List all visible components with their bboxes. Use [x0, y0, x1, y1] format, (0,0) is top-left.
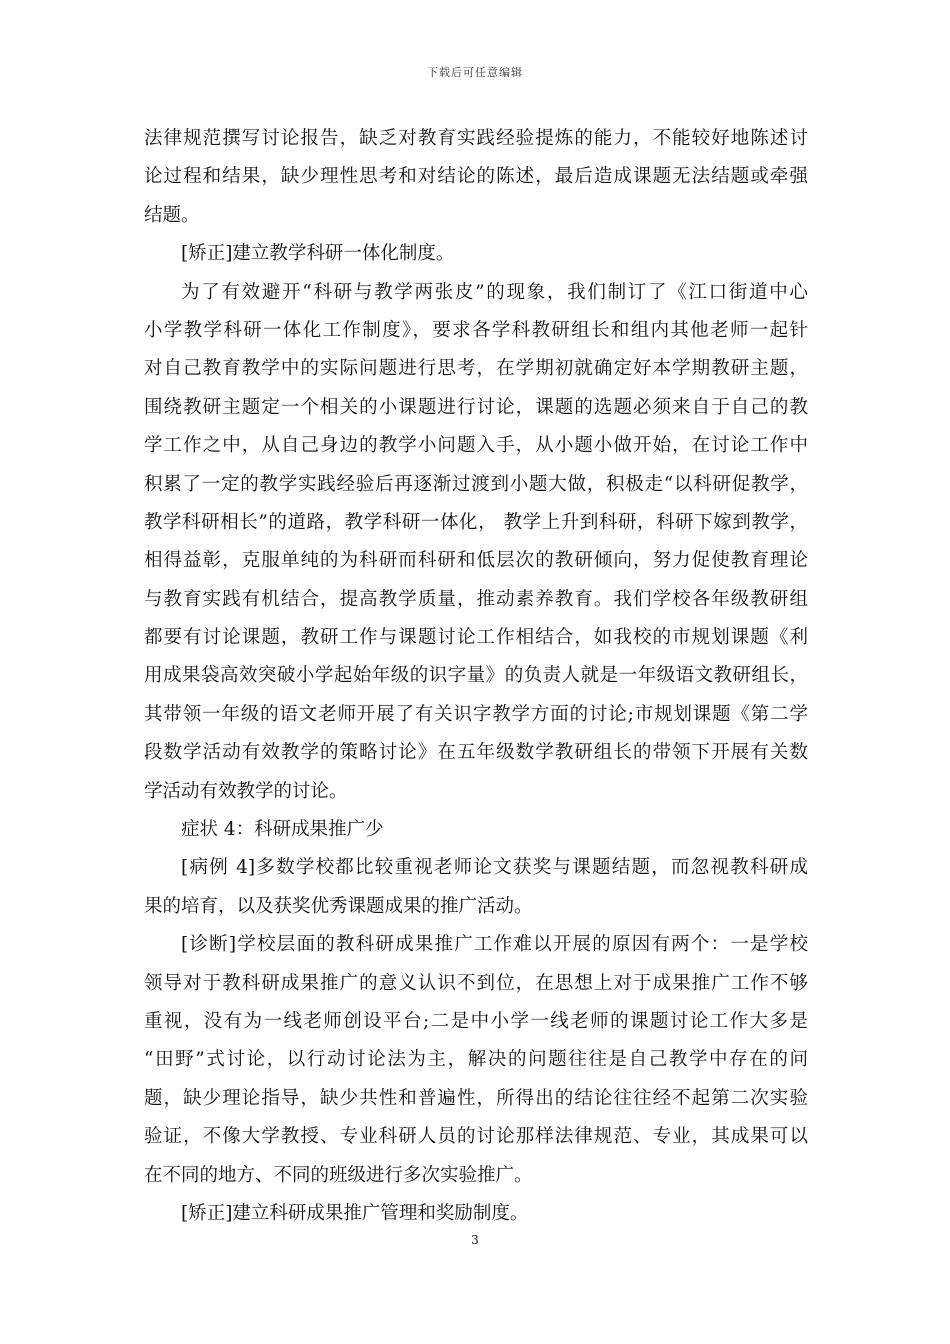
text-line: 与教育实践有机结合，提高教学质量，推动素养教育。我们学校各年级教研组: [144, 588, 808, 610]
text-line: 其带领一年级的语文老师开展了有关识字教学方面的讨论;市规划课题《第二学: [144, 703, 808, 725]
text-line: 积累了一定的教学实践经验后再逐渐过渡到小题大做，积极走“以科研促教学，: [144, 473, 808, 495]
text-line: 验证，不像大学教授、专业科研人员的讨论那样法律规范、专业，其成果可以: [144, 1126, 808, 1148]
text-line: 在不同的地方、不同的班级进行多次实验推广。: [144, 1164, 533, 1186]
page-number: 3: [471, 1233, 479, 1247]
text-line: 果的培育，以及获奖优秀课题成果的推广活动。: [144, 895, 533, 917]
text-line: 用成果袋高效突破小学起始年级的识字量》的负责人就是一年级语文教研组长，: [144, 665, 808, 687]
text-line: “田野”式讨论，以行动讨论法为主，解决的问题往往是自己教学中存在的问: [144, 1049, 808, 1071]
text-line: 为了有效避开“科研与教学两张皮”的现象，我们制订了《江口街道中心: [181, 281, 808, 303]
text-line: 小学教学科研一体化工作制度》，要求各学科教研组长和组内其他老师一起针: [144, 319, 808, 341]
page-header: 下载后可任意编辑: [427, 66, 523, 79]
text-line: 重视，没有为一线老师创设平台;二是中小学一线老师的课题讨论工作大多是: [144, 1010, 808, 1032]
text-line: 相得益彰，克服单纯的为科研而科研和低层次的教研倾向，努力促使教育理论: [144, 550, 808, 572]
text-line: 论过程和结果，缺少理性思考和对结论的陈述，最后造成课题无法结题或牵强: [144, 166, 808, 188]
text-line: 教学科研相长”的道路，教学科研一体化， 教学上升到科研，科研下嫁到教学，: [144, 511, 808, 533]
text-line: 对自己教育教学中的实际问题进行思考，在学期初就确定好本学期教研主题，: [144, 358, 808, 380]
text-line: 结题。: [144, 204, 200, 226]
text-line: [矫正]建立教学科研一体化制度。: [181, 243, 455, 265]
text-line: 题，缺少理论指导，缺少共性和普遍性，所得出的结论往往经不起第二次实验: [144, 1087, 808, 1109]
text-line: 法律规范撰写讨论报告，缺乏对教育实践经验提炼的能力，不能较好地陈述讨: [144, 128, 808, 149]
text-line: 症状 4：科研成果推广少: [181, 819, 384, 841]
text-line: 都要有讨论课题，教研工作与课题讨论工作相结合，如我校的市规划课题《利: [144, 627, 808, 649]
document-body: [144, 120, 808, 1233]
text-line: 段数学活动有效教学的策略讨论》在五年级数学教研组长的带领下开展有关数: [144, 742, 808, 764]
text-line: [病例 4]多数学校都比较重视老师论文获奖与课题结题，而忽视教科研成: [181, 857, 808, 879]
text-line: 领导对于教科研成果推广的意义认识不到位，在思想上对于成果推广工作不够: [144, 972, 808, 994]
text-line: [诊断]学校层面的教科研成果推广工作难以开展的原因有两个：一是学校: [181, 934, 808, 956]
text-line: 围绕教研主题定一个相关的小课题进行讨论，课题的选题必须来自于自己的教: [144, 396, 808, 418]
text-line: [矫正]建立科研成果推广管理和奖励制度。: [181, 1202, 529, 1224]
text-line: 学工作之中，从自己身边的教学小问题入手，从小题小做开始，在讨论工作中: [144, 435, 808, 457]
text-line: 学活动有效教学的讨论。: [144, 780, 348, 802]
